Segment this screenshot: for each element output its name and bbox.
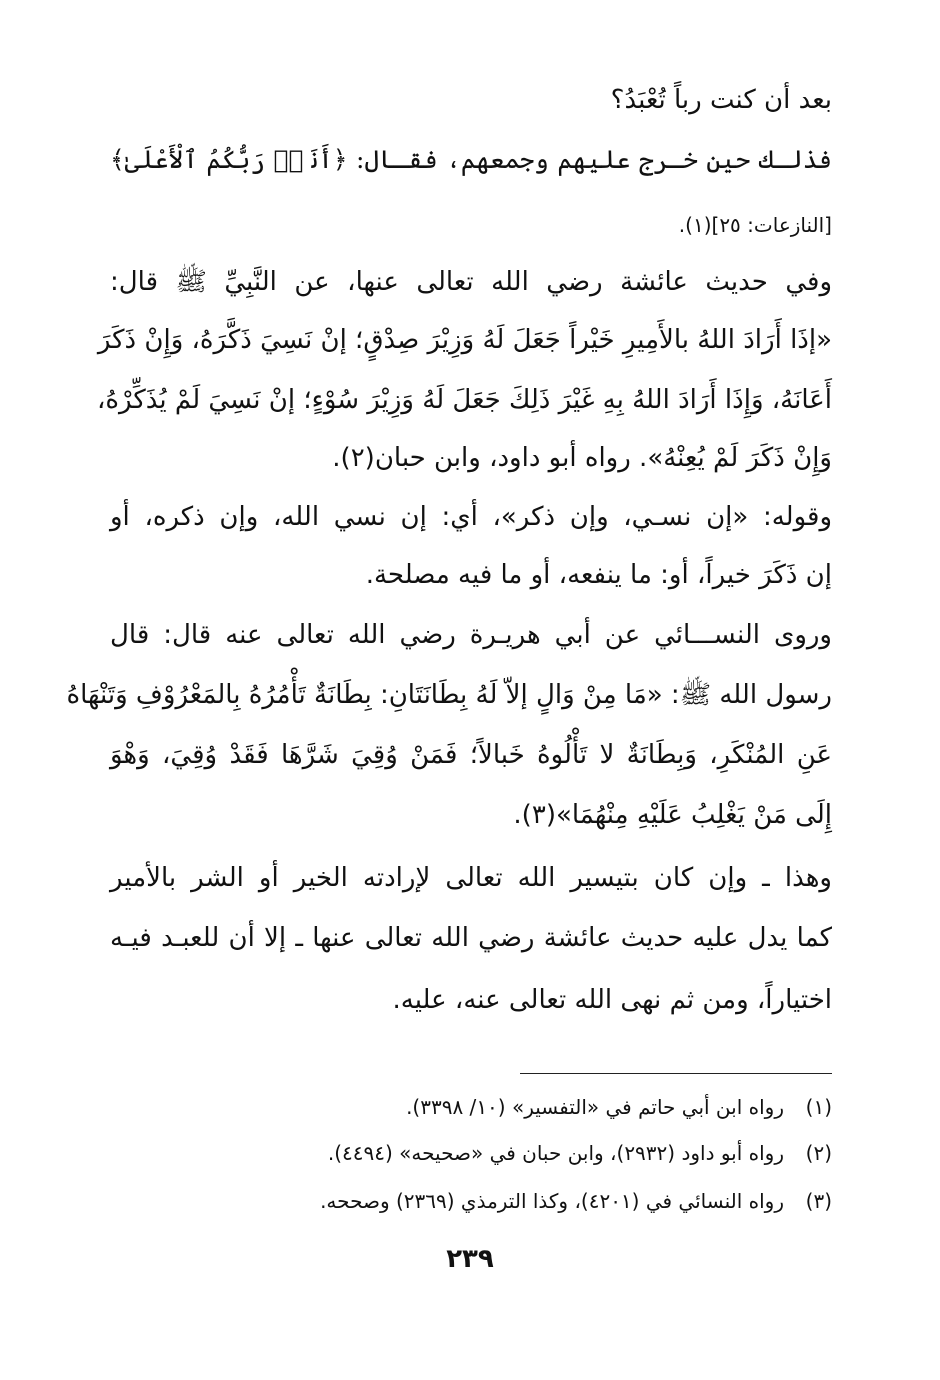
- hadith-line: رسول الله ﷺ: «مَا مِنْ وَالٍ إلاّ لَهُ بِطَانَتَانِ: بِطَانَةٌ تَأْمُرُهُ بِالمَعْرُوْفِ وَتَنْهَاهُ: [66, 680, 832, 710]
- footnote-text: رواه ابن أبي حاتم في «التفسير» (١٠/ ٣٣٩٨).: [406, 1095, 784, 1119]
- text-line: فذلـك حين خـرج عليهم وجمعهم، فقـال: ﴿أَنَا۠ رَبُّكُمُ ٱلْأَعْلَىٰ﴾: [110, 145, 832, 174]
- text-line: وفي حديث عائشة رضي الله تعالى عنها، عن النَّبِيِّ ﷺ قال:: [110, 267, 832, 297]
- footnote-text: رواه أبو داود (٢٩٣٢)، وابن حبان في «صحيحه» (٤٤٩٤).: [327, 1141, 784, 1165]
- text-line: بعد أن كنت رباً تُعْبَدُ؟: [610, 85, 832, 115]
- hadith-line: إِلَى مَنْ يَغْلِبُ عَلَيْهِ مِنْهُمَا»(٣).: [513, 800, 832, 830]
- text-line: كما يدل عليه حديث عائشة رضي الله تعالى عنها ـ إلا أن للعبـد فيـه: [110, 923, 832, 953]
- text-line: وهذا ـ وإن كان بتيسير الله تعالى لإرادته الخير أو الشر بالأمير: [110, 863, 832, 893]
- hadith-line: عَنِ المُنْكَرِ، وَبِطَانَةٌ لا تَأْلُوهُ خَبالاً؛ فَمَنْ وُقِيَ شَرَّهَا فَقَدْ وُقِيَ، وَهْوَ: [110, 740, 832, 770]
- footnote: [110, 1138, 832, 1168]
- hadith-line: أَعَانَهُ، وَإِذَا أَرَادَ اللهُ بِهِ غَيْرَ ذَلِكَ جَعَلَ لَهُ وَزِيْرَ سُوْءٍ؛ إنْ نَسِيَ لَمْ يُذَكِّرْهُ،: [97, 385, 832, 415]
- footnote-number: (١): [805, 1095, 832, 1119]
- text-line: إن ذَكَرَ خيراً، أو: ما ينفعه، أو ما فيه مصلحة.: [365, 560, 832, 590]
- hadith-line: وَإِنْ ذَكَرَ لَمْ يُعِنْهُ». رواه أبو داود، وابن حبان(٢).: [332, 443, 832, 473]
- text-line: اختياراً، ومن ثم نهى الله تعالى عنه، عليه.: [392, 985, 832, 1015]
- text-line: وقوله: «إن نسـي، وإن ذكر»، أي: إن نسي الله، وإن ذكره، أو: [110, 502, 832, 532]
- page-number: ٢٣٩: [446, 1244, 494, 1274]
- footnote-number: (٢): [805, 1141, 832, 1165]
- footnote-text: رواه النسائي في (٤٢٠١)، وكذا الترمذي (٢٣٦٩) وصححه.: [320, 1189, 784, 1213]
- text-line: وروى النســـائي عن أبي هريـرة رضي الله تعالى عنه قال: قال: [110, 620, 832, 650]
- footnote: [110, 1186, 832, 1216]
- footnote-number: (٣): [805, 1189, 832, 1213]
- hadith-line: «إذَا أَرَادَ اللهُ بالأَمِيرِ خَيْراً جَعَلَ لَهُ وَزِيْرَ صِدْقٍ؛ إنْ نَسِيَ ذَكَّرَهُ، وَإِنْ ذَكَرَ: [97, 325, 832, 355]
- footnote-separator: [520, 1073, 832, 1074]
- verse-reference: [النازعات: ٢٥](١).: [678, 213, 832, 237]
- footnote: [110, 1092, 832, 1122]
